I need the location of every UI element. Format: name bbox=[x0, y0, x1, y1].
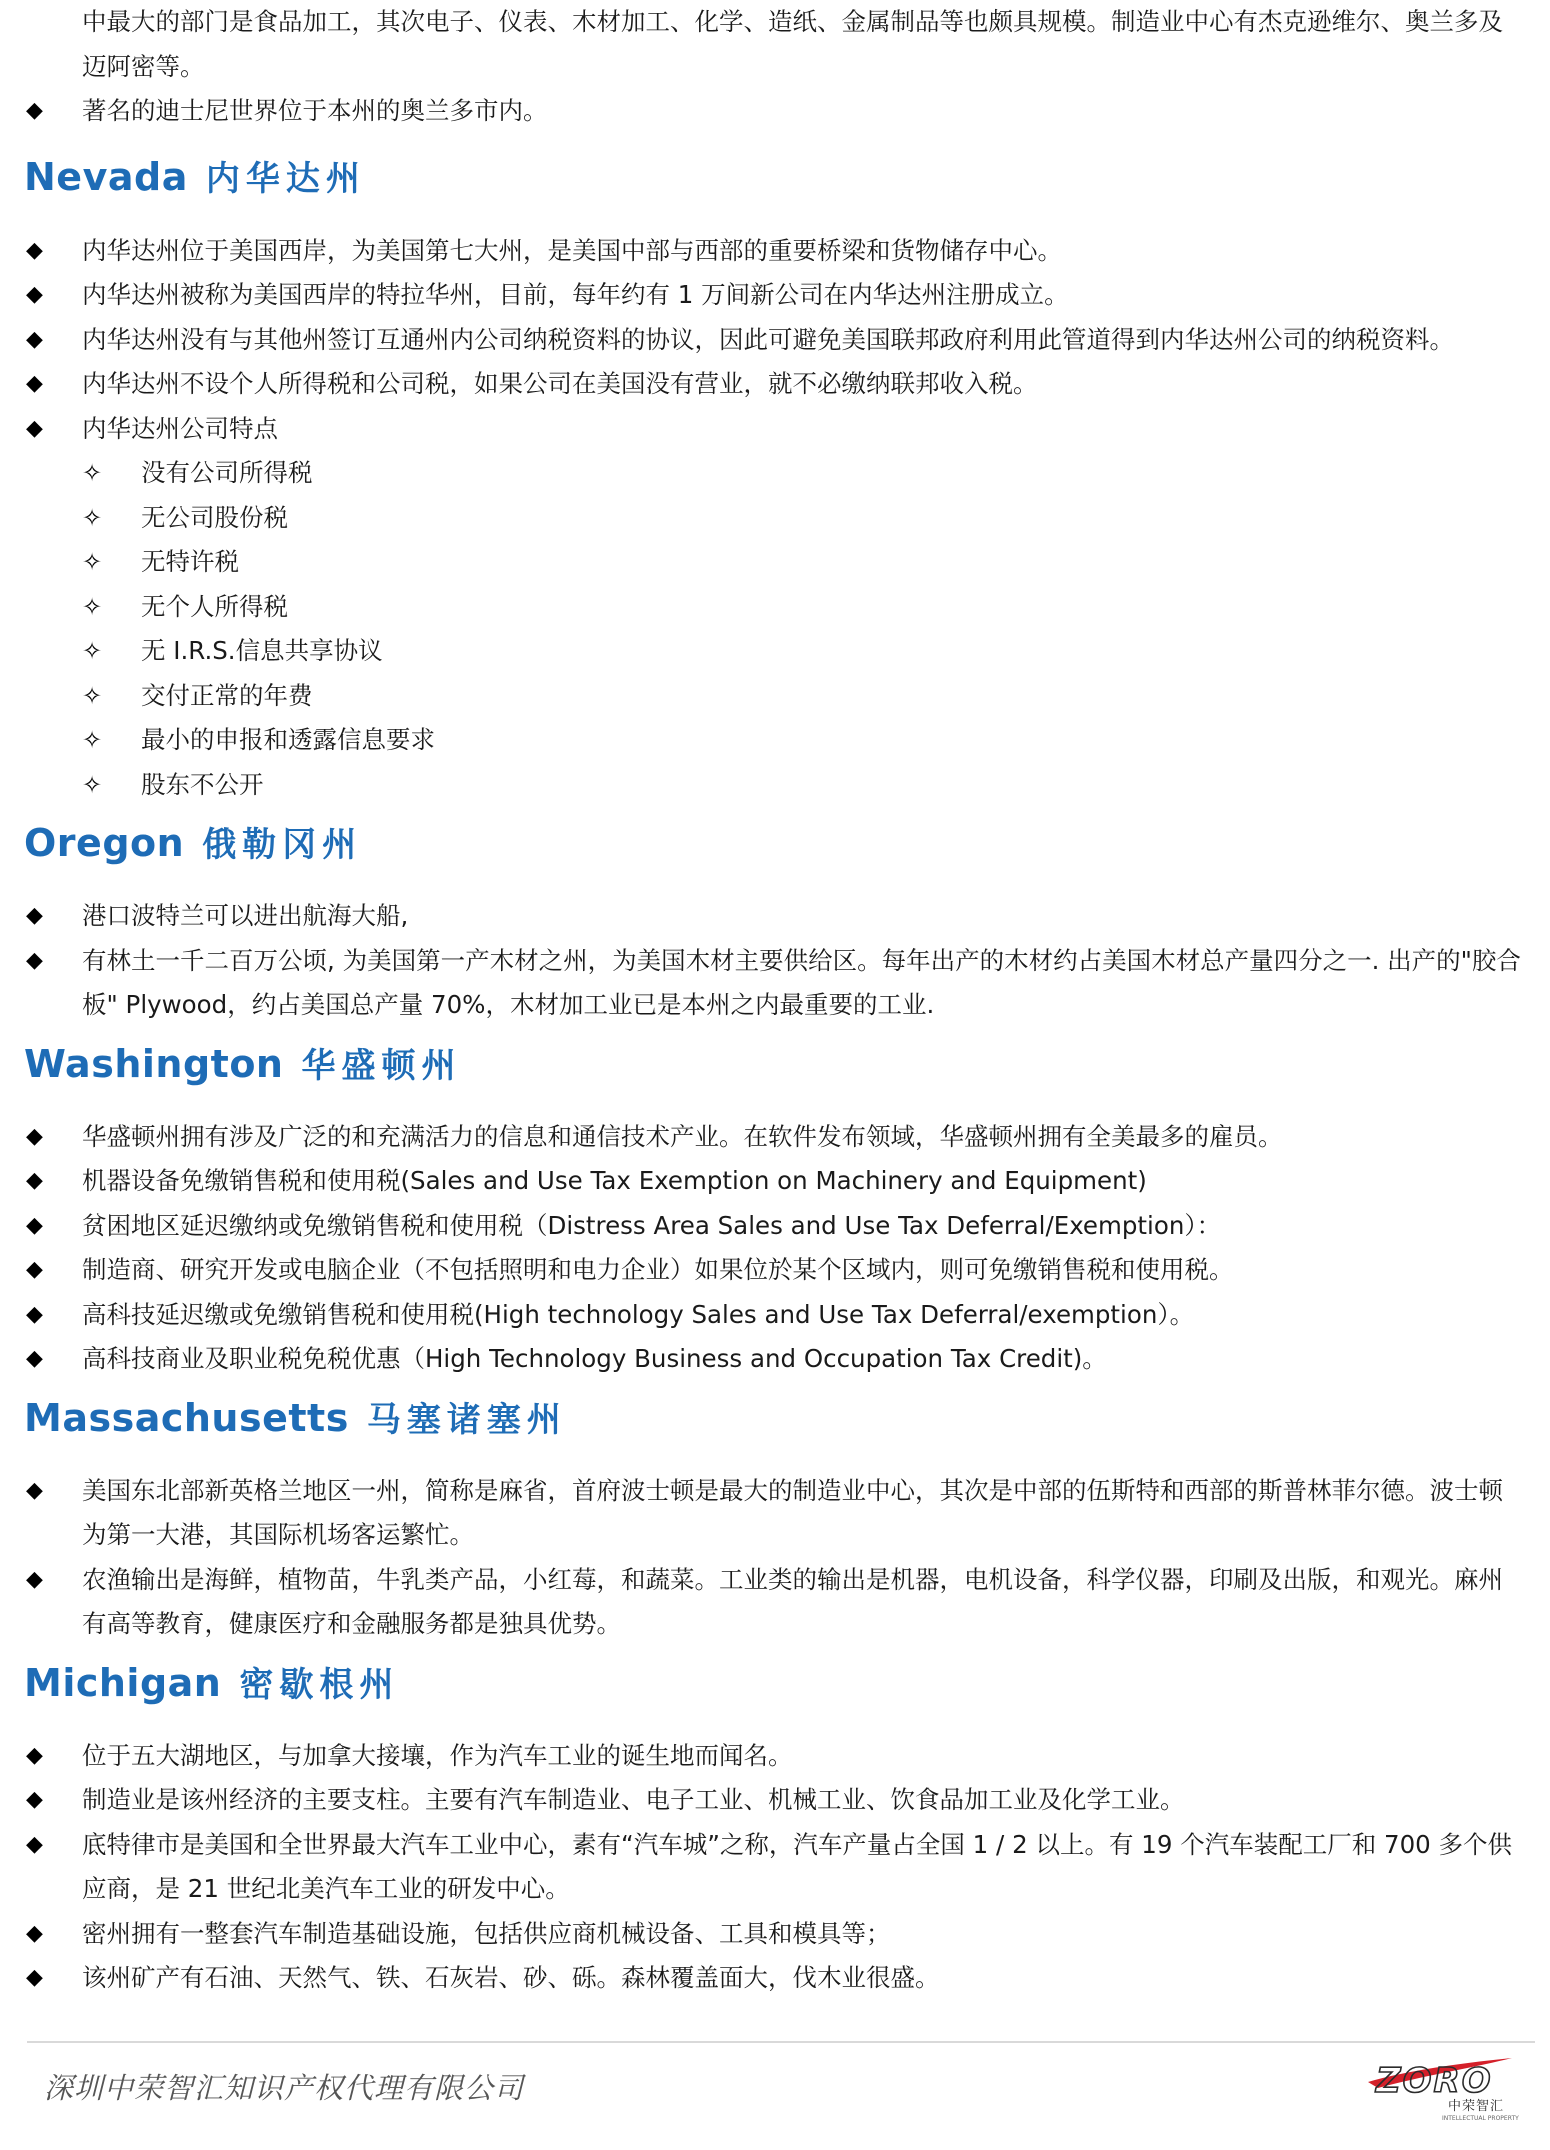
sub-list-item: ✧ 无个人所得税 bbox=[24, 585, 1524, 630]
list-item: ◆ 高科技延迟缴或免缴销售税和使用税(High technology Sales and Use Tax Deferral/exemption）。 bbox=[24, 1293, 1524, 1338]
list-item: ◆ 内华达州公司特点 bbox=[24, 407, 1524, 452]
logo-wordmark: ZORO bbox=[1376, 2061, 1493, 2101]
logo-subtitle: INTELLECTUAL PROPERTY bbox=[1442, 2115, 1519, 2122]
diamond-bullet-icon: ◆ bbox=[26, 1831, 43, 1857]
diamond-bullet-icon: ◆ bbox=[26, 1346, 43, 1371]
diamond-bullet-icon: ◆ bbox=[26, 1920, 43, 1946]
sub-list-item: ✧ 最小的申报和透露信息要求 bbox=[24, 718, 1524, 763]
logo-cn-name: 中荣智汇 bbox=[1448, 2099, 1505, 2114]
diamond-bullet-icon: ◆ bbox=[26, 98, 43, 123]
diamond-bullet-icon: ◆ bbox=[26, 326, 43, 352]
diamond-bullet-icon: ◆ bbox=[26, 1965, 43, 1990]
sub-list-item: ✧ 无公司股份税 bbox=[24, 496, 1524, 541]
list-item: ◆ 该州矿产有石油、天然气、铁、石灰岩、砂、砾。森林覆盖面大，伐木业很盛。 bbox=[24, 1956, 1524, 2001]
star-bullet-icon: ✧ bbox=[82, 770, 103, 799]
list-item: ◆ 华盛顿州拥有涉及广泛的和充满活力的信息和通信技术产业。在软件发布领域，华盛顿州拥有全美最多的雇员。 bbox=[24, 1115, 1524, 1160]
list-item: ◆ 贫困地区延迟缴纳或免缴销售税和使用税（Distress Area Sales and Use Tax Deferral/Exemption）： bbox=[24, 1204, 1524, 1249]
section-heading-oregon: Oregon 俄勒冈州 bbox=[24, 821, 363, 865]
star-bullet-icon: ✧ bbox=[82, 637, 103, 665]
star-bullet-icon: ✧ bbox=[82, 592, 103, 621]
diamond-bullet-icon: ◆ bbox=[26, 1168, 43, 1193]
footer-divider bbox=[27, 2041, 1535, 2043]
diamond-bullet-icon: ◆ bbox=[26, 415, 43, 441]
list-item: ◆ 美国东北部新英格兰地区一州，简称是麻省，首府波士顿是最大的制造业中心，其次是中部的伍斯特和西部的斯普林菲尔德。波士顿为第一大港，其国际机场客运繁忙。 bbox=[24, 1469, 1524, 1558]
list-item: ◆ 有林土一千二百万公顷, 为美国第一产木材之州，为美国木材主要供给区。每年出产的木材约占美国木材总产量四分之一. 出产的"胶合板" Plywood，约占美国总产量 70%，木材加工业已是本州之内最重要的工业. bbox=[24, 939, 1524, 1028]
diamond-bullet-icon: ◆ bbox=[26, 237, 43, 263]
list-item: ◆ 港口波特兰可以进出航海大船, bbox=[24, 894, 1524, 939]
zoro-logo bbox=[1362, 2052, 1522, 2124]
list-item: ◆ 内华达州位于美国西岸，为美国第七大州，是美国中部与西部的重要桥梁和货物储存中心。 bbox=[24, 229, 1524, 274]
diamond-bullet-icon: ◆ bbox=[26, 1566, 43, 1592]
section-heading-michigan: Michigan 密歇根州 bbox=[24, 1660, 400, 1705]
section-heading-massachusetts: Massachusetts 马塞诸塞州 bbox=[24, 1395, 567, 1440]
diamond-bullet-icon: ◆ bbox=[26, 1123, 43, 1149]
star-bullet-icon: ✧ bbox=[82, 459, 103, 487]
diamond-bullet-icon: ◆ bbox=[26, 903, 43, 928]
sub-list-item: ✧ 股东不公开 bbox=[24, 763, 1524, 808]
star-bullet-icon: ✧ bbox=[82, 726, 103, 754]
intro-continuation: 中最大的部门是食品加工，其次电子、仪表、木材加工、化学、造纸、金属制品等也颇具规模。制造业中心有杰克逊维尔、奥兰多及迈阿密等。 bbox=[82, 7, 1503, 81]
diamond-bullet-icon: ◆ bbox=[26, 1787, 43, 1812]
footer-company-name: 深圳中荣智汇知识产权代理有限公司 bbox=[44, 2071, 525, 2105]
list-item: ◆ 密州拥有一整套汽车制造基础设施，包括供应商机械设备、工具和模具等； bbox=[24, 1912, 1524, 1957]
list-item: ◆ 内华达州不设个人所得税和公司税，如果公司在美国没有营业，就不必缴纳联邦收入税。 bbox=[24, 362, 1524, 407]
diamond-bullet-icon: ◆ bbox=[26, 371, 43, 396]
diamond-bullet-icon: ◆ bbox=[26, 1257, 43, 1282]
diamond-bullet-icon: ◆ bbox=[26, 1301, 43, 1327]
document-content bbox=[24, 0, 1524, 2001]
diamond-bullet-icon: ◆ bbox=[26, 1477, 43, 1503]
star-bullet-icon: ✧ bbox=[82, 548, 103, 576]
list-item: ◆ 高科技商业及职业税免税优惠（High Technology Business and Occupation Tax Credit)。 bbox=[24, 1337, 1524, 1382]
list-item: ◆ 底特律市是美国和全世界最大汽车工业中心，素有“汽车城”之称，汽车产量占全国 1 / 2 以上。有 19 个汽车装配工厂和 700 多个供应商，是 21 世纪北美汽车工业的研发中心。 bbox=[24, 1823, 1524, 1912]
star-bullet-icon: ✧ bbox=[82, 503, 103, 532]
diamond-bullet-icon: ◆ bbox=[26, 1742, 43, 1768]
list-item: ◆ 内华达州没有与其他州签订互通州内公司纳税资料的协议，因此可避免美国联邦政府利用此管道得到内华达州公司的纳税资料。 bbox=[24, 318, 1524, 363]
sub-list-item: ✧ 没有公司所得税 bbox=[24, 451, 1524, 496]
sub-list-item: ✧ 无 I.R.S.信息共享协议 bbox=[24, 629, 1524, 674]
intro-bullet-item: ◆ 著名的迪士尼世界位于本州的奥兰多市内。 bbox=[24, 89, 1524, 134]
list-item: ◆ 制造业是该州经济的主要支柱。主要有汽车制造业、电子工业、机械工业、饮食品加工业及化学工业。 bbox=[24, 1778, 1524, 1823]
diamond-bullet-icon: ◆ bbox=[26, 947, 43, 973]
diamond-bullet-icon: ◆ bbox=[26, 282, 43, 307]
diamond-bullet-icon: ◆ bbox=[26, 1212, 43, 1238]
section-heading-nevada: Nevada 内华达州 bbox=[24, 154, 366, 199]
star-bullet-icon: ✧ bbox=[82, 681, 103, 710]
sub-list-item: ✧ 交付正常的年费 bbox=[24, 674, 1524, 719]
sub-list-item: ✧ 无特许税 bbox=[24, 540, 1524, 585]
section-heading-washington: Washington 华盛顿州 bbox=[24, 1041, 462, 1086]
list-item: ◆ 农渔输出是海鲜，植物苗，牛乳类产品，小红莓，和蔬菜。工业类的输出是机器，电机设备，科学仪器，印刷及出版，和观光。麻州有高等教育，健康医疗和金融服务都是独具优势。 bbox=[24, 1558, 1524, 1647]
list-item: ◆ 机器设备免缴销售税和使用税(Sales and Use Tax Exemption on Machinery and Equipment) bbox=[24, 1159, 1524, 1204]
list-item: ◆ 位于五大湖地区，与加拿大接壤，作为汽车工业的诞生地而闻名。 bbox=[24, 1734, 1524, 1779]
list-item: ◆ 制造商、研究开发或电脑企业（不包括照明和电力企业）如果位於某个区域内，则可免缴销售税和使用税。 bbox=[24, 1248, 1524, 1293]
list-item: ◆ 内华达州被称为美国西岸的特拉华州，目前，每年约有 1 万间新公司在内华达州注册成立。 bbox=[24, 273, 1524, 318]
